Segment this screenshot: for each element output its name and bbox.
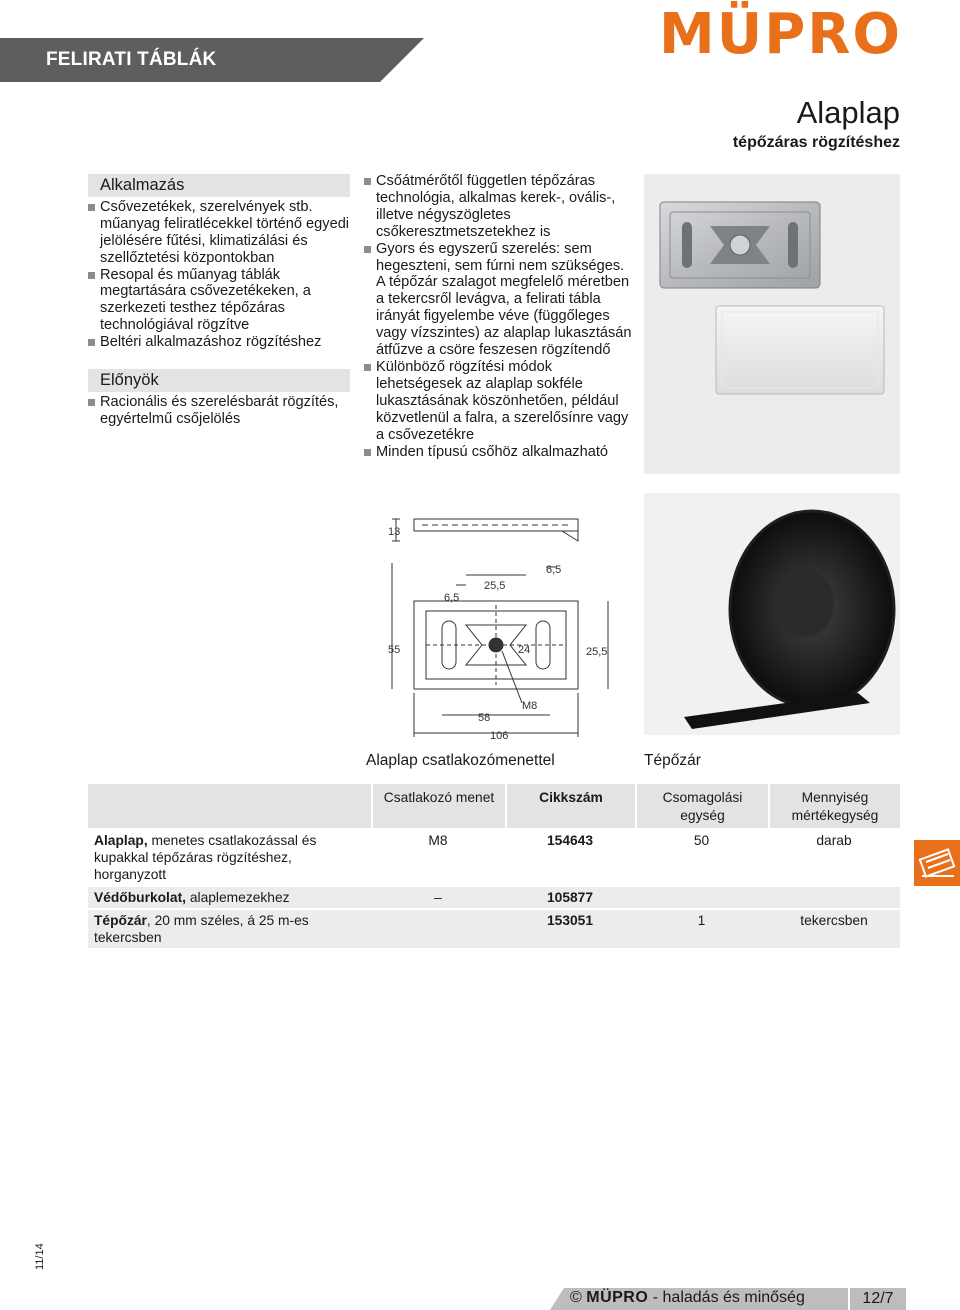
list-item: Csőátmérőtől független tépőzáras technológia, alkalmas kerek-, ovális-, illetve négyszögletes csőkeresztmetszetekhez is	[364, 173, 632, 241]
dim-height: 13	[388, 526, 401, 538]
advantages-list	[88, 394, 350, 428]
dim-25-5-top: 25,5	[484, 580, 506, 592]
row-packing: 1	[635, 910, 768, 948]
table-header	[88, 784, 900, 828]
table-row	[88, 828, 900, 885]
row-unit: darab	[816, 833, 852, 848]
row-connection: –	[371, 887, 505, 908]
product-subtitle: tépőzáras rögzítéshez	[732, 134, 900, 151]
row-unit	[768, 887, 900, 908]
header-article: Cikkszám	[505, 784, 635, 828]
product-title: Alaplap	[796, 95, 900, 130]
header-blank	[88, 784, 371, 828]
dim-58: 58	[478, 712, 491, 724]
label-sign-icon	[914, 840, 960, 886]
dim-25-5-right: 25,5	[586, 646, 608, 658]
tape-photo	[644, 493, 900, 735]
row-packing: 50	[693, 833, 710, 848]
table-row	[88, 908, 900, 948]
page-number: 12/7	[850, 1288, 906, 1310]
dim-6-5-left: 6,5	[444, 592, 460, 604]
list-item: Csővezetékek, szerelvények stb. műanyag feliratlécekkel történő egyedi jelölésére fűtési, klimatizálási és szellőztetési központokban	[88, 199, 350, 267]
row-article: 153051	[505, 910, 635, 948]
row-packing	[635, 887, 768, 908]
row-article: 105877	[505, 887, 635, 908]
advantages-heading: Előnyök	[88, 369, 350, 392]
header-unit: Mennyiség mértékegység	[768, 784, 900, 828]
row-description: Alaplap, menetes csatlakozással és kupakkal tépőzáras rögzítéshez, horganyzott	[94, 833, 317, 882]
dim-24: 24	[518, 644, 531, 656]
header-connection: Csatlakozó menet	[371, 784, 505, 828]
brand-logo: MÜPRO	[659, 2, 902, 67]
dim-6-5-right: 6,5	[546, 564, 562, 576]
footer	[550, 1288, 960, 1310]
list-item: Racionális és szerelésbarát rögzítés, egyértelmű csőjelölés	[88, 394, 350, 428]
application-list	[88, 199, 350, 351]
footer-slogan: © MÜPRO - haladás és minőség	[570, 1289, 805, 1306]
plate-photo	[644, 174, 900, 474]
list-item: Különböző rögzítési módok lehetségesek az alaplap sokféle lukasztásának köszönhetően, például közvetlenül a falra, a szerelősínre vagy a csővezetékre	[364, 359, 632, 444]
list-item: Gyors és egyszerű szerelés: sem hegeszteni, sem fúrni nem szükséges. A tépőzár szalagot megfelelő méretben a tekercsről levágva, a felirati tábla irányát figyelembe véve (függőleges vagy vízszintes) az alaplap lukasztásán átfűzve a csöre feszesen rögzítendő	[364, 241, 632, 359]
row-connection: M8	[428, 833, 448, 848]
left-column	[88, 174, 350, 428]
row-article: 154643	[546, 833, 594, 848]
table-row	[88, 885, 900, 908]
section-title: FELIRATI TÁBLÁK	[46, 49, 217, 70]
technical-drawing	[366, 493, 628, 743]
list-item: Resopal és műanyag táblák megtartására csővezetékeken, a szerkezeti testhez tépőzáras technológiával rögzítve	[88, 267, 350, 335]
application-heading: Alkalmazás	[88, 174, 350, 197]
row-unit: tekercsben	[768, 910, 900, 948]
dim-m8: M8	[522, 700, 538, 712]
dim-55: 55	[388, 644, 401, 656]
row-description: Tépőzár, 20 mm széles, á 25 m-es tekercsben	[88, 910, 371, 948]
caption-drawing: Alaplap csatlakozómenettel	[366, 752, 555, 769]
page-code: 11/14	[34, 1243, 46, 1270]
product-table	[88, 784, 900, 948]
list-item: Beltéri alkalmazáshoz rögzítéshez	[88, 334, 350, 351]
features-column	[364, 173, 632, 460]
features-list	[364, 173, 632, 460]
list-item: Minden típusú csőhöz alkalmazható	[364, 444, 632, 461]
row-description: Védőburkolat, alaplemezekhez	[88, 887, 371, 908]
dim-106: 106	[490, 730, 509, 742]
row-connection	[371, 910, 505, 948]
header-packing: Csomagolási egység	[635, 784, 768, 828]
caption-tape: Tépőzár	[644, 752, 701, 769]
